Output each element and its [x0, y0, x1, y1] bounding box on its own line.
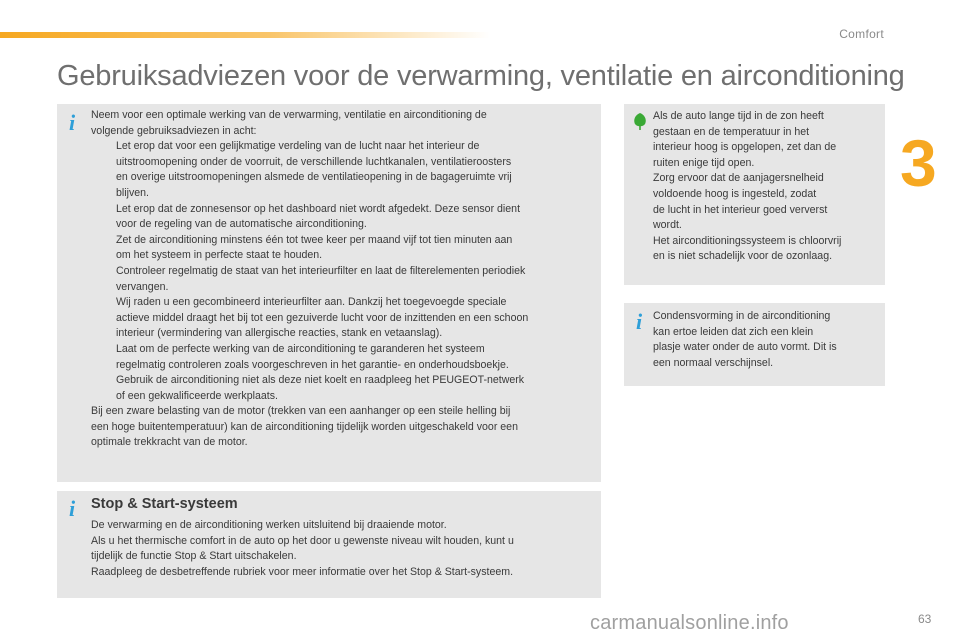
bullet-item: [91, 233, 596, 249]
text-line: de lucht in het interieur goed ververst: [653, 203, 828, 216]
text-line: voldoende hoog is ingesteld, zodat: [653, 187, 817, 200]
text-line: voor de regeling van de automatische airconditioning.: [116, 218, 367, 231]
text-line: en is niet schadelijk voor de ozonlaag.: [653, 250, 833, 263]
info-icon: i: [69, 496, 76, 521]
text-line: Het airconditioningssysteem is chloorvrij: [653, 234, 842, 247]
text-line: een hoge buitentemperatuur) kan de airconditioning tijdelijk worden uitgeschakeld voor een: [91, 420, 518, 433]
eco-tip-text: [653, 109, 881, 265]
bullet-item: [91, 264, 596, 280]
text-line: blijven.: [116, 186, 149, 199]
text-line: of een gekwalificeerde werkplaats.: [116, 389, 278, 402]
main-advice-text: [91, 108, 596, 451]
text-line: om het systeem in perfecte staat te houden.: [116, 249, 323, 262]
stop-start-text: [91, 518, 596, 580]
text-line: actieve middel draagt het bij tot een gezuiverde lucht voor de inzittenden en een schoon: [116, 311, 529, 324]
condensation-text: [653, 309, 881, 371]
text-line: De verwarming en de airconditioning werken uitsluitend bij draaiende motor.: [91, 519, 447, 531]
text-line: optimale trekkracht van de motor.: [91, 436, 248, 449]
text-line: tijdelijk de functie Stop & Start uitschakelen.: [91, 550, 297, 563]
text-line: Raadpleeg de desbetreffende rubriek voor meer informatie over het Stop & Start-systeem.: [91, 565, 514, 578]
text-line: ruiten enige tijd open.: [653, 156, 755, 169]
watermark: carmanualsonline.info: [590, 612, 789, 634]
text-line: wordt.: [653, 219, 682, 232]
text-line: Als u het thermische comfort in de auto op het door u gewenste niveau wilt houden, kunt u: [91, 534, 514, 547]
info-icon: i: [636, 309, 643, 334]
text-line: Condensvorming in de airconditioning: [653, 310, 831, 322]
bullet-text: Let erop dat voor een gelijkmatige verdeling van de lucht naar het interieur de: [116, 140, 480, 153]
text-line: een normaal verschijnsel.: [653, 356, 774, 369]
bullet-item: [91, 202, 596, 218]
text-line: regelmatig controleren zoals voorgeschreven in het garantie- en onderhoudsboekje.: [116, 358, 509, 371]
bullet-text: Gebruik de airconditioning niet als deze niet koelt en raadpleeg het PEUGEOT-netwerk: [116, 374, 525, 387]
bullet-text: Controleer regelmatig de staat van het interieurfilter en laat de filterelementen periodiek: [116, 264, 526, 277]
text-line: Als de auto lange tijd in de zon heeft: [653, 110, 824, 122]
text-line: gestaan en de temperatuur in het: [653, 125, 810, 138]
eco-leaf-icon: [632, 112, 648, 130]
bullet-text: Let erop dat de zonnesensor op het dashboard niet wordt afgedekt. Deze sensor dient: [116, 202, 521, 215]
page-title: Gebruiksadviezen voor de verwarming, ventilatie en airconditioning: [57, 60, 905, 92]
text-line: volgende gebruiksadviezen in acht:: [91, 124, 257, 137]
page-number: 63: [918, 612, 932, 626]
bullet-item: [91, 342, 596, 358]
text-line: en overige uitstroomopeningen alsmede de ventilatieopening in de bagageruimte vrij: [116, 171, 512, 184]
stop-start-title: Stop & Start-systeem: [91, 496, 238, 512]
bullet-item: [91, 373, 596, 389]
text-line: interieur hoog is opgelopen, zet dan de: [653, 141, 837, 154]
text-line: Wij raden u een gecombineerd interieurfilter aan. Dankzij het toegevoegde speciale: [116, 296, 507, 309]
bullet-text: Zet de airconditioning minstens één tot twee keer per maand vijf tot tien minuten aan: [116, 233, 513, 246]
text-line: vervangen.: [116, 280, 169, 293]
chapter-number: 3: [900, 126, 937, 200]
header-accent-bar: [0, 32, 490, 38]
bullet-item: [91, 139, 596, 155]
bullet-text: Laat om de perfecte werking van de airconditioning te garanderen het systeem: [116, 342, 485, 355]
info-icon: i: [69, 110, 76, 135]
text-line: plasje water onder de auto vormt. Dit is: [653, 341, 837, 354]
section-label: Comfort: [839, 27, 884, 41]
text-line: Bij een zware belasting van de motor (trekken van een aanhanger op een steile helling bij: [91, 405, 511, 418]
text-line: interieur (vermindering van allergische reacties, stank en vetaanslag).: [116, 327, 443, 340]
text-line: Zorg ervoor dat de aanjagersnelheid: [653, 172, 824, 185]
text-line: uitstroomopening onder de voorruit, de verschillende luchtkanalen, ventilatieroosters: [116, 155, 512, 168]
text-line: Neem voor een optimale werking van de verwarming, ventilatie en airconditioning de: [91, 109, 487, 121]
text-line: kan ertoe leiden dat zich een klein: [653, 325, 814, 338]
